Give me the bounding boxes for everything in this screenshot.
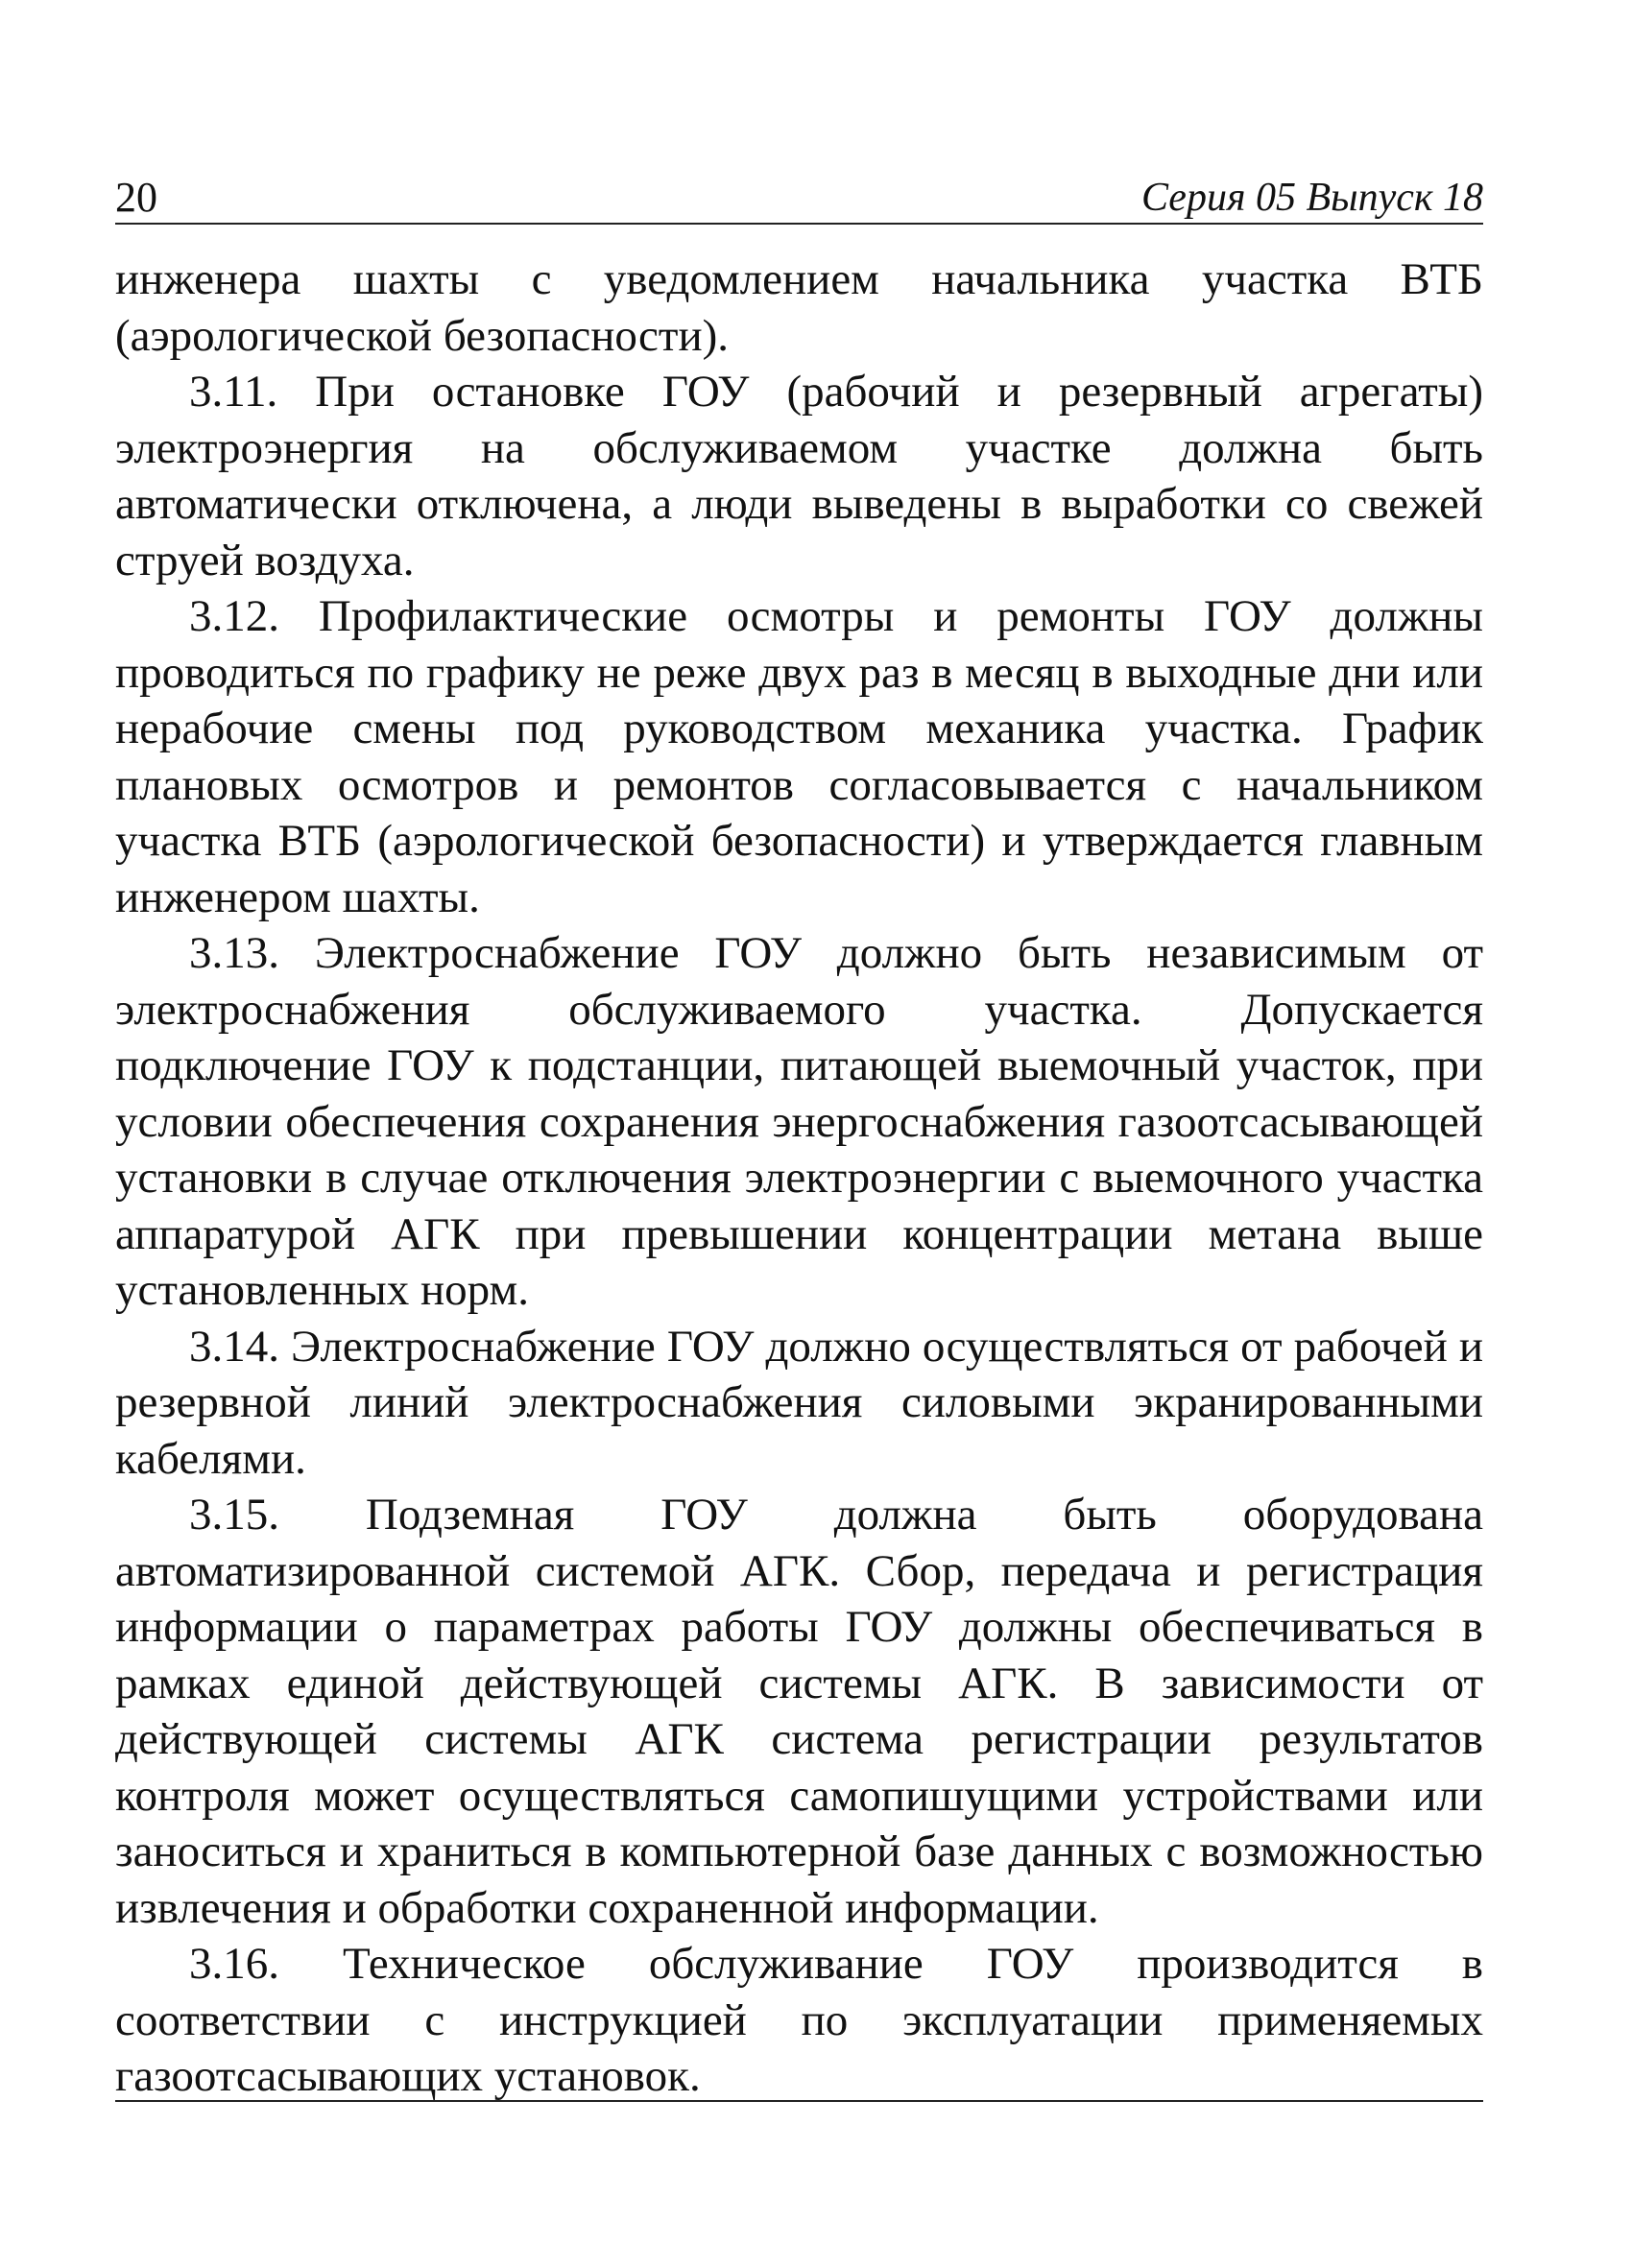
paragraph-3-15: 3.15. Подземная ГОУ должна быть оборудована автоматизированной системой АГК. Сбор, передача и регистрация информации о параметрах работы ГОУ должны обеспечиваться в рамках единой действующей системы АГК. В зависимости от действующей системы АГК система регистрации результатов контроля может осуществляться самопишущими устройствами или заноситься и храниться в компьютерной базе данных с возможностью извлечения и обработки сохраненной информации. <box>115 1490 1483 1933</box>
running-title: Серия 05 Выпуск 18 <box>1141 176 1483 220</box>
paragraph-3-14: 3.14. Электроснабжение ГОУ должно осуществляться от рабочей и резервной линий электроснабжения силовыми экранированными кабелями. <box>115 1321 1483 1484</box>
page-number: 20 <box>115 174 157 221</box>
paragraph-3-12: 3.12. Профилактические осмотры и ремонты ГОУ должны проводиться по графику не реже двух раз в месяц в выходные дни или нерабочие смены под руководством механика участка. График плановых осмотров и ремонтов согласовывается с начальником участка ВТБ (аэрологической безопасности) и утверждается главным инженером шахты. <box>115 591 1483 922</box>
continuation-paragraph: инженера шахты с уведомлением начальника участка ВТБ (аэрологической безопасности). <box>115 254 1483 361</box>
paragraph-3-11: 3.11. При остановке ГОУ (рабочий и резервный агрегаты) электроэнергия на обслуживаемом участке должна быть автоматически отключена, а люди выведены в выработки со свежей струей воздуха. <box>115 367 1483 585</box>
paragraph-3-16: 3.16. Техническое обслуживание ГОУ производится в соответствии с инструкцией по эксплуатации применяемых газоотсасывающих установок. <box>115 1939 1483 2101</box>
paragraph-3-13: 3.13. Электроснабжение ГОУ должно быть независимым от электроснабжения обслуживаемого участка. Допускается подключение ГОУ к подстанции, питающей выемочный участок, при условии обеспечения сохранения энергоснабжения газоотсасывающей установки в случае отключения электроэнергии с выемочного участка аппаратурой АГК при превышении концентрации метана выше установленных норм. <box>115 928 1483 1315</box>
page-header <box>115 173 1483 223</box>
header-rule <box>115 223 1483 225</box>
footer-rule <box>115 2100 1483 2102</box>
body-text <box>115 251 1483 2105</box>
